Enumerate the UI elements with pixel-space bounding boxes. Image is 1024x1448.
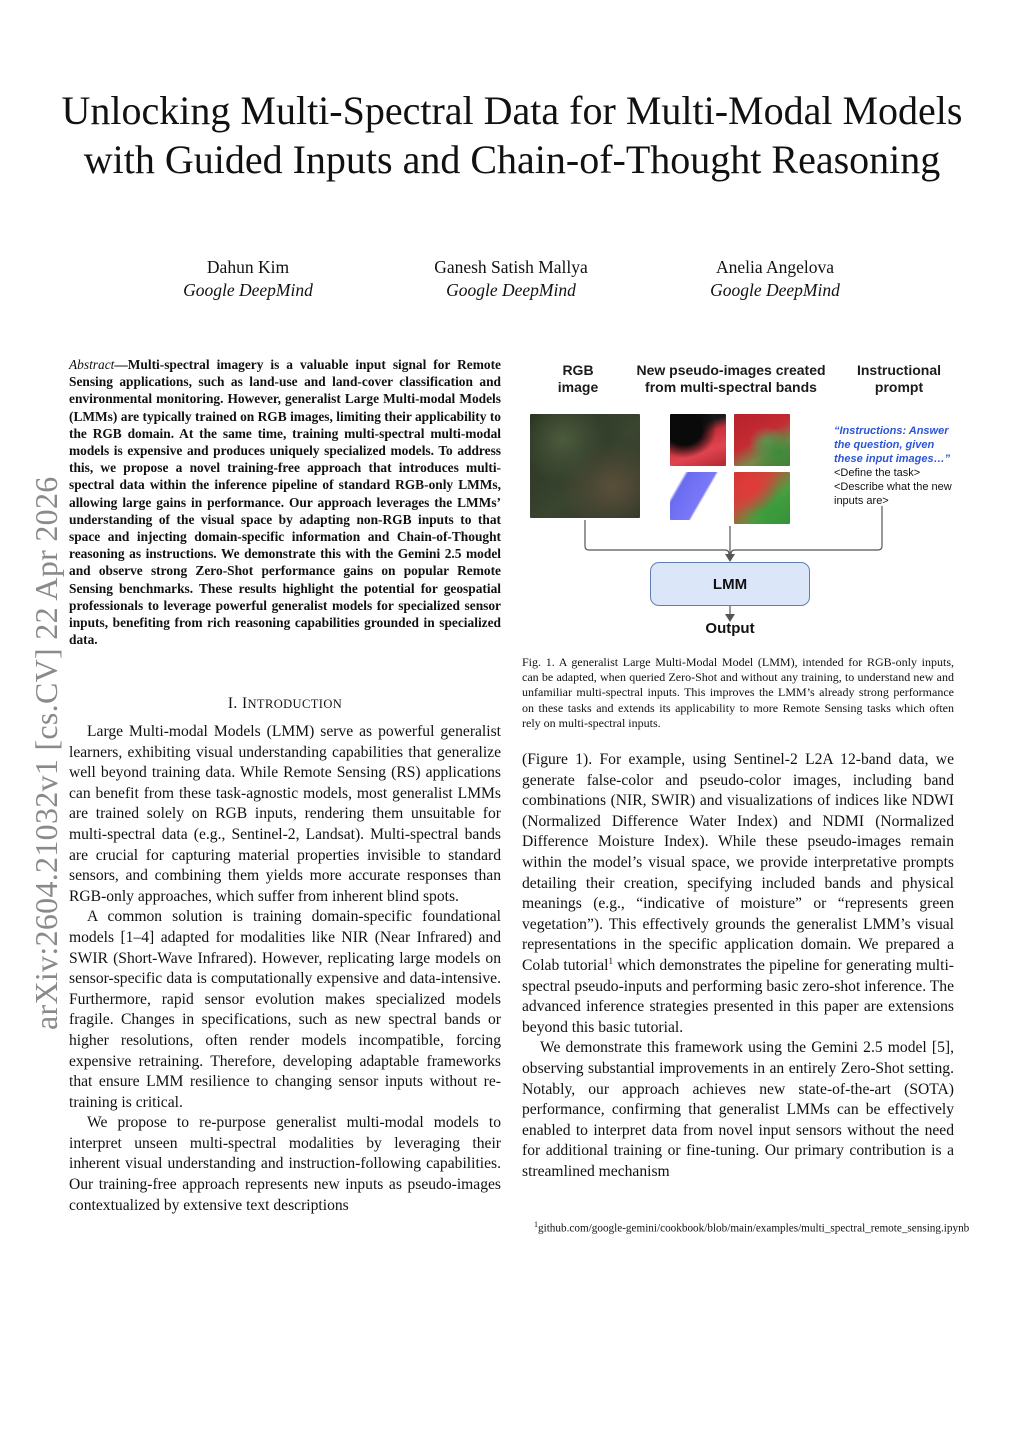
arxiv-identifier: arXiv:2604.21032v1 [cs.CV] 22 Apr 2026 bbox=[28, 476, 64, 1030]
paragraph-text: which demonstrates the pipeline for generating multi-spectral pseudo-inputs and performing basic zero-shot inference. The advanced inference strategies presented in this paper are extensions beyond this basic tutorial. bbox=[522, 956, 954, 1036]
paragraph: Large Multi-modal Models (LMM) serve as powerful generalist learners, exhibiting visual understanding capabilities that generalize well beyond training data. While Remote Sensing (RS) applications can benefit from these task-agnostic models, most generalist LMMs are trained solely on RGB inputs, rendering them unsuitable for multi-spectral data (e.g., Sentinel-2, Landsat). Multi-spectral bands are crucial for capturing material properties invisible to standard sensors, and combining them yields more accurate responses than RGB-only approaches, which suffer from inherent blind spots. bbox=[69, 723, 501, 905]
connector-prompt bbox=[731, 506, 882, 554]
prompt-line: <Define the task> bbox=[834, 467, 921, 479]
arrow-to-lmm bbox=[725, 554, 735, 562]
author-affiliation: Google DeepMind bbox=[446, 280, 576, 300]
section-initial: I bbox=[241, 695, 248, 712]
footnote-marker: 1 bbox=[608, 955, 613, 966]
paragraph: A common solution is training domain-specific foundational models [1–4] adapted for modalities like NIR (Near Infrared) and SWIR (Short-Wave Infrared). However, replicating large models on sensor-specific data is computationally expensive and data-intensive. Furthermore, rapid sensor evolution makes specialized models fragile. Changes in specifications, such as new spectral bands or higher resolutions, often render models incompatible, forcing expensive retraining. Therefore, developing adaptable frameworks that ensure LMM resilience to changing sensor inputs without re-training is critical. bbox=[69, 908, 501, 1111]
section-title-rest: NTRODUCTION bbox=[247, 697, 343, 711]
paragraph bbox=[522, 750, 954, 1038]
author-affiliation: Google DeepMind bbox=[710, 280, 840, 300]
paragraph bbox=[522, 1038, 954, 1182]
prompt-line: <Describe what the new inputs are> bbox=[834, 481, 952, 507]
author-block bbox=[118, 256, 378, 302]
author-name: Anelia Angelova bbox=[715, 257, 835, 277]
figure-pseudo-label: New pseudo-images created from multi-spectral bands bbox=[636, 362, 826, 395]
prompt-quote: “Instructions: Answer the question, given these input images…” bbox=[834, 425, 951, 465]
footnote-link[interactable]: github.com/google-gemini/cookbook/blob/main/examples/multi_spectral_remote_sensing.ipynb bbox=[538, 1222, 970, 1235]
figure-1 bbox=[522, 356, 962, 646]
section-number: I. bbox=[227, 695, 242, 712]
figure-prompt-label: Instructional prompt bbox=[856, 362, 941, 395]
connector-rgb bbox=[585, 520, 729, 554]
paragraph: We propose to re-purpose generalist multi-modal models to interpret unseen multi-spectral modalities by leveraging their inherent visual understanding and instruction-following capabilities. Our training-free approach represents new inputs as pseudo-images contextualized by extensive text descriptions bbox=[69, 1114, 501, 1214]
paper-title: Unlocking Multi-Spectral Data for Multi-Modal Models with Guided Inputs and Chain-of-Thought Reasoning bbox=[61, 88, 963, 182]
author-name: Ganesh Satish Mallya bbox=[434, 257, 588, 277]
footnote-mark: 1 bbox=[534, 1220, 538, 1229]
author-block bbox=[381, 256, 641, 302]
footnote bbox=[534, 1218, 1014, 1236]
abstract-lead: Abstract bbox=[69, 357, 115, 372]
right-column-body bbox=[522, 750, 954, 1182]
figure-caption: Fig. 1. A generalist Large Multi-Modal Model (LMM), intended for RGB-only inputs, can be adapted, when queried Zero-Shot and without any training, to understand new and unfamiliar multi-spectral inputs. This improves the LMM’s already strong performance on these tasks and extends its applicability to more Remote Sensing tasks which often rely on multi-spectral inputs. bbox=[522, 655, 954, 730]
author-name: Dahun Kim bbox=[206, 257, 290, 277]
paragraph-text: We demonstrate this framework using the Gemini 2.5 model [5], observing substantial improvements in an entirely Zero-Shot setting. Notably, our approach achieves new state-of-the-art (SOTA) performance, confirming that generalist LMMs can be effectively enabled to interpret data from novel input sensors without the need for additional training or fine-tuning. Our primary contribution is a streamlined mechanism bbox=[522, 1039, 954, 1180]
lmm-box: LMM bbox=[650, 562, 810, 606]
abstract-text: —Multi-spectral imagery is a valuable input signal for Remote Sensing applications, such as land-use and land-cover classification and environmental monitoring. However, generalist Large Multi-modal Models (LMMs) are typically trained on RGB images, limiting their applicability to the RGB domain. At the same time, training multi-spectral multi-modal models is expensive and produces uniquely specialized models. To address this, we propose a novel training-free approach that introduces multi-spectral data within the inference pipeline of standard RGB-only LMMs, allowing large gains in performance. Our approach leverages the LMMs’ understanding of the visual space by adapting non-RGB inputs to that space and injecting domain-specific information and Chain-of-Thought reasoning as instructions. We demonstrate this with the Gemini 2.5 model and observe strong Zero-Shot performance gains on popular Remote Sensing benchmarks. These results highlight the potential for geospatial professionals to leverage powerful generalist models for specialized sensor inputs, benefiting from rich reasoning capabilities grounded in specialized data. bbox=[69, 357, 501, 648]
author-block bbox=[645, 256, 905, 302]
paragraph-text: (Figure 1). For example, using Sentinel-2 L2A 12-band data, we generate false-color and pseudo-color images, including band combinations (NIR, SWIR) and visualizations of indices like NDWI (Normalized Difference Water Index) and NDMI (Normalized Difference Moisture Index). While these pseudo-images remain within the model’s visual space, we provide interpretative prompts detailing their creation, specifying included bands and physical meanings (e.g., “indicative of moisture” or “represents green vegetation”). This effectively grounds the generalist LMM’s visual representations in the specific application domain. We prepared a Colab tutorial bbox=[522, 751, 954, 974]
abstract bbox=[69, 356, 501, 648]
author-affiliation: Google DeepMind bbox=[183, 280, 313, 300]
section-heading bbox=[69, 695, 501, 713]
left-column-body bbox=[69, 722, 501, 1216]
figure-rgb-label: RGB image bbox=[557, 362, 599, 395]
output-label: Output bbox=[705, 620, 755, 637]
